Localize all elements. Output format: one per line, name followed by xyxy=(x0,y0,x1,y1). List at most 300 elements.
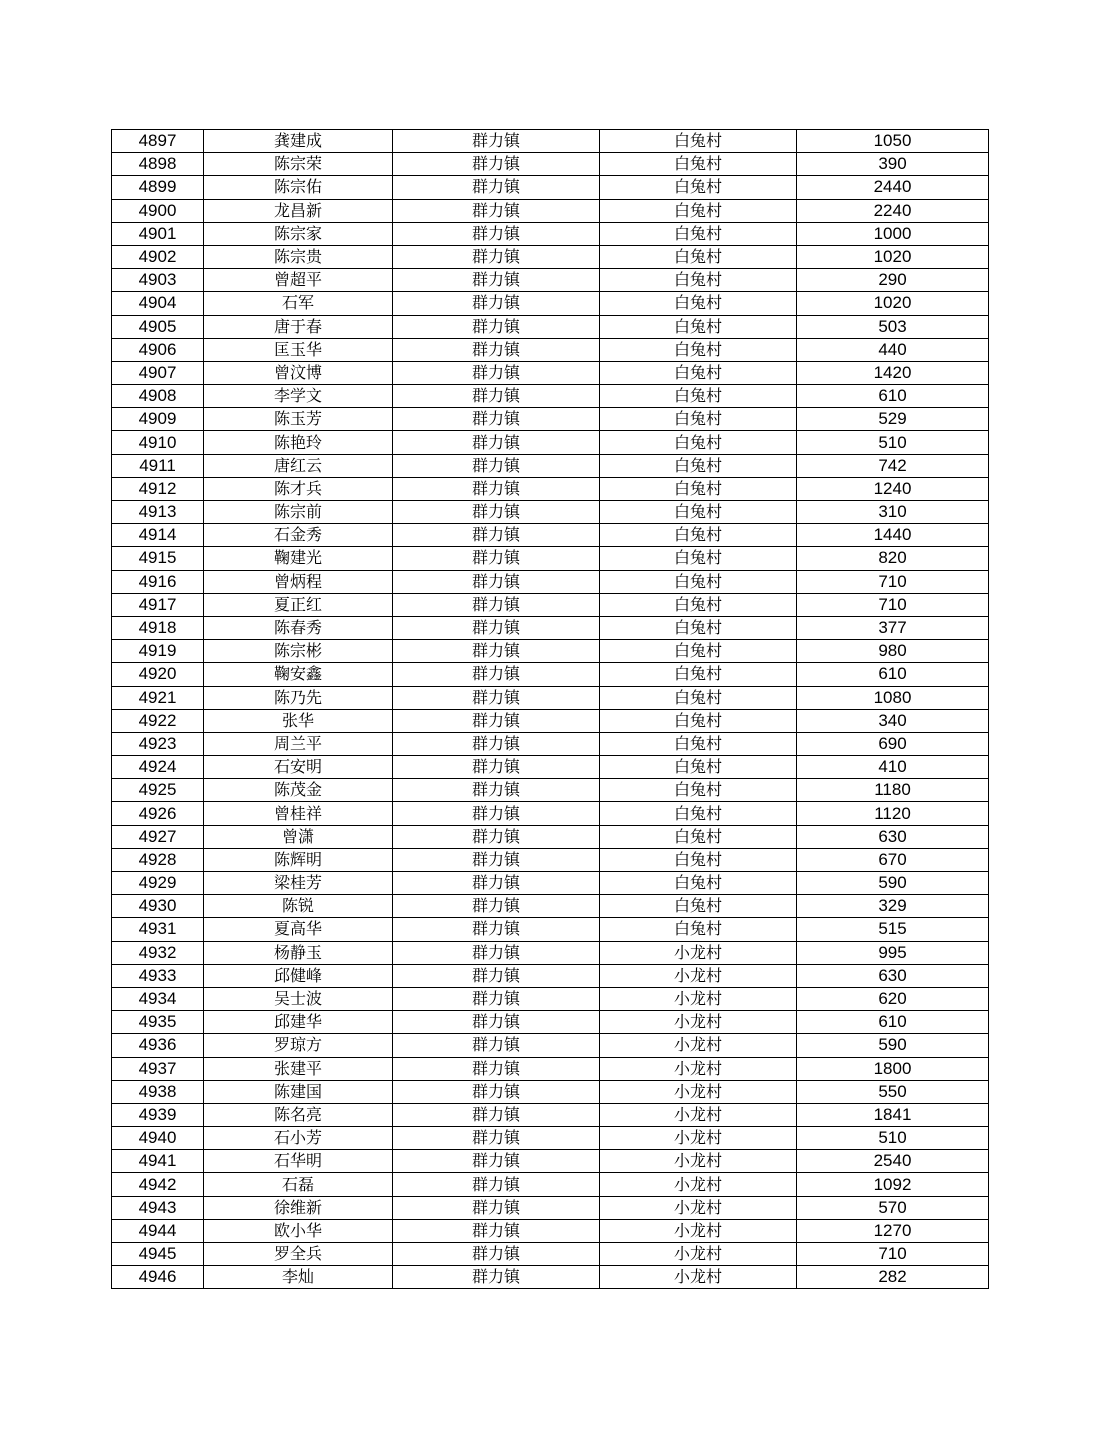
amount-cell: 610 xyxy=(797,1011,989,1034)
name-cell: 张华 xyxy=(204,709,393,732)
town-cell: 群力镇 xyxy=(393,245,600,268)
amount-cell: 742 xyxy=(797,454,989,477)
table-row xyxy=(112,153,989,176)
name-cell: 曾炳程 xyxy=(204,570,393,593)
town-cell: 群力镇 xyxy=(393,709,600,732)
row-number-cell: 4941 xyxy=(112,1150,204,1173)
table-row xyxy=(112,199,989,222)
village-cell: 白兔村 xyxy=(600,709,797,732)
village-cell: 白兔村 xyxy=(600,593,797,616)
name-cell: 石安明 xyxy=(204,756,393,779)
row-number-cell: 4923 xyxy=(112,732,204,755)
village-cell: 白兔村 xyxy=(600,408,797,431)
row-number-cell: 4916 xyxy=(112,570,204,593)
name-cell: 陈宗家 xyxy=(204,222,393,245)
amount-cell: 310 xyxy=(797,501,989,524)
row-number-cell: 4907 xyxy=(112,361,204,384)
table-row xyxy=(112,640,989,663)
table-row xyxy=(112,1127,989,1150)
village-cell: 白兔村 xyxy=(600,848,797,871)
row-number-cell: 4911 xyxy=(112,454,204,477)
amount-cell: 690 xyxy=(797,732,989,755)
name-cell: 曾桂祥 xyxy=(204,802,393,825)
row-number-cell: 4939 xyxy=(112,1103,204,1126)
village-cell: 白兔村 xyxy=(600,269,797,292)
table-row xyxy=(112,361,989,384)
town-cell: 群力镇 xyxy=(393,616,600,639)
row-number-cell: 4900 xyxy=(112,199,204,222)
amount-cell: 710 xyxy=(797,593,989,616)
amount-cell: 2540 xyxy=(797,1150,989,1173)
row-number-cell: 4915 xyxy=(112,547,204,570)
village-cell: 白兔村 xyxy=(600,454,797,477)
row-number-cell: 4913 xyxy=(112,501,204,524)
village-cell: 小龙村 xyxy=(600,1127,797,1150)
row-number-cell: 4920 xyxy=(112,663,204,686)
amount-cell: 440 xyxy=(797,338,989,361)
town-cell: 群力镇 xyxy=(393,1103,600,1126)
amount-cell: 282 xyxy=(797,1266,989,1289)
village-cell: 小龙村 xyxy=(600,1219,797,1242)
amount-cell: 1092 xyxy=(797,1173,989,1196)
table-row xyxy=(112,872,989,895)
village-cell: 小龙村 xyxy=(600,964,797,987)
row-number-cell: 4917 xyxy=(112,593,204,616)
amount-cell: 710 xyxy=(797,570,989,593)
amount-cell: 610 xyxy=(797,663,989,686)
town-cell: 群力镇 xyxy=(393,848,600,871)
name-cell: 陈才兵 xyxy=(204,477,393,500)
row-number-cell: 4924 xyxy=(112,756,204,779)
table-row xyxy=(112,524,989,547)
table-row xyxy=(112,477,989,500)
table-row xyxy=(112,918,989,941)
row-number-cell: 4936 xyxy=(112,1034,204,1057)
name-cell: 陈宗荣 xyxy=(204,153,393,176)
village-cell: 小龙村 xyxy=(600,1057,797,1080)
amount-cell: 630 xyxy=(797,825,989,848)
table-row xyxy=(112,1243,989,1266)
town-cell: 群力镇 xyxy=(393,872,600,895)
village-cell: 白兔村 xyxy=(600,431,797,454)
town-cell: 群力镇 xyxy=(393,176,600,199)
table-row xyxy=(112,709,989,732)
village-cell: 白兔村 xyxy=(600,732,797,755)
town-cell: 群力镇 xyxy=(393,825,600,848)
row-number-cell: 4901 xyxy=(112,222,204,245)
amount-cell: 550 xyxy=(797,1080,989,1103)
town-cell: 群力镇 xyxy=(393,501,600,524)
amount-cell: 610 xyxy=(797,385,989,408)
amount-cell: 620 xyxy=(797,987,989,1010)
town-cell: 群力镇 xyxy=(393,1243,600,1266)
name-cell: 石小芳 xyxy=(204,1127,393,1150)
name-cell: 唐红云 xyxy=(204,454,393,477)
town-cell: 群力镇 xyxy=(393,408,600,431)
table-row xyxy=(112,987,989,1010)
village-cell: 白兔村 xyxy=(600,779,797,802)
name-cell: 曾潇 xyxy=(204,825,393,848)
name-cell: 陈玉芳 xyxy=(204,408,393,431)
town-cell: 群力镇 xyxy=(393,269,600,292)
name-cell: 邱健峰 xyxy=(204,964,393,987)
village-cell: 白兔村 xyxy=(600,199,797,222)
town-cell: 群力镇 xyxy=(393,477,600,500)
town-cell: 群力镇 xyxy=(393,547,600,570)
row-number-cell: 4937 xyxy=(112,1057,204,1080)
row-number-cell: 4899 xyxy=(112,176,204,199)
row-number-cell: 4898 xyxy=(112,153,204,176)
amount-cell: 529 xyxy=(797,408,989,431)
town-cell: 群力镇 xyxy=(393,987,600,1010)
town-cell: 群力镇 xyxy=(393,918,600,941)
table-row xyxy=(112,941,989,964)
amount-cell: 290 xyxy=(797,269,989,292)
village-cell: 小龙村 xyxy=(600,1150,797,1173)
town-cell: 群力镇 xyxy=(393,1150,600,1173)
row-number-cell: 4938 xyxy=(112,1080,204,1103)
town-cell: 群力镇 xyxy=(393,663,600,686)
name-cell: 鞠建光 xyxy=(204,547,393,570)
amount-cell: 503 xyxy=(797,315,989,338)
amount-cell: 340 xyxy=(797,709,989,732)
name-cell: 夏正红 xyxy=(204,593,393,616)
village-cell: 白兔村 xyxy=(600,918,797,941)
amount-cell: 1020 xyxy=(797,292,989,315)
name-cell: 罗全兵 xyxy=(204,1243,393,1266)
town-cell: 群力镇 xyxy=(393,570,600,593)
name-cell: 龚建成 xyxy=(204,130,393,153)
village-cell: 白兔村 xyxy=(600,338,797,361)
table-row xyxy=(112,964,989,987)
village-cell: 白兔村 xyxy=(600,130,797,153)
table-row xyxy=(112,1150,989,1173)
row-number-cell: 4928 xyxy=(112,848,204,871)
amount-cell: 995 xyxy=(797,941,989,964)
row-number-cell: 4905 xyxy=(112,315,204,338)
village-cell: 小龙村 xyxy=(600,1243,797,1266)
village-cell: 小龙村 xyxy=(600,941,797,964)
town-cell: 群力镇 xyxy=(393,1011,600,1034)
amount-cell: 1240 xyxy=(797,477,989,500)
name-cell: 石金秀 xyxy=(204,524,393,547)
town-cell: 群力镇 xyxy=(393,130,600,153)
row-number-cell: 4910 xyxy=(112,431,204,454)
name-cell: 陈建国 xyxy=(204,1080,393,1103)
name-cell: 陈春秀 xyxy=(204,616,393,639)
table-row xyxy=(112,222,989,245)
village-cell: 小龙村 xyxy=(600,1011,797,1034)
table-row xyxy=(112,454,989,477)
table-row xyxy=(112,732,989,755)
row-number-cell: 4935 xyxy=(112,1011,204,1034)
town-cell: 群力镇 xyxy=(393,153,600,176)
amount-cell: 1000 xyxy=(797,222,989,245)
village-cell: 小龙村 xyxy=(600,1173,797,1196)
town-cell: 群力镇 xyxy=(393,593,600,616)
village-cell: 白兔村 xyxy=(600,895,797,918)
data-table xyxy=(111,129,989,1289)
village-cell: 白兔村 xyxy=(600,385,797,408)
row-number-cell: 4934 xyxy=(112,987,204,1010)
amount-cell: 590 xyxy=(797,1034,989,1057)
town-cell: 群力镇 xyxy=(393,524,600,547)
table-row xyxy=(112,501,989,524)
village-cell: 白兔村 xyxy=(600,686,797,709)
name-cell: 陈宗佑 xyxy=(204,176,393,199)
amount-cell: 590 xyxy=(797,872,989,895)
row-number-cell: 4945 xyxy=(112,1243,204,1266)
table-row xyxy=(112,315,989,338)
village-cell: 白兔村 xyxy=(600,802,797,825)
table-row xyxy=(112,663,989,686)
row-number-cell: 4918 xyxy=(112,616,204,639)
town-cell: 群力镇 xyxy=(393,315,600,338)
row-number-cell: 4926 xyxy=(112,802,204,825)
name-cell: 徐维新 xyxy=(204,1196,393,1219)
name-cell: 曾汶博 xyxy=(204,361,393,384)
name-cell: 吴士波 xyxy=(204,987,393,1010)
name-cell: 石磊 xyxy=(204,1173,393,1196)
row-number-cell: 4929 xyxy=(112,872,204,895)
village-cell: 白兔村 xyxy=(600,570,797,593)
name-cell: 石华明 xyxy=(204,1150,393,1173)
name-cell: 梁桂芳 xyxy=(204,872,393,895)
table-row xyxy=(112,269,989,292)
name-cell: 李灿 xyxy=(204,1266,393,1289)
village-cell: 小龙村 xyxy=(600,1080,797,1103)
village-cell: 白兔村 xyxy=(600,153,797,176)
town-cell: 群力镇 xyxy=(393,338,600,361)
amount-cell: 1420 xyxy=(797,361,989,384)
table-row xyxy=(112,802,989,825)
name-cell: 鞠安鑫 xyxy=(204,663,393,686)
amount-cell: 710 xyxy=(797,1243,989,1266)
table-row xyxy=(112,825,989,848)
amount-cell: 515 xyxy=(797,918,989,941)
town-cell: 群力镇 xyxy=(393,199,600,222)
table-row xyxy=(112,338,989,361)
name-cell: 陈茂金 xyxy=(204,779,393,802)
table-row xyxy=(112,779,989,802)
town-cell: 群力镇 xyxy=(393,941,600,964)
amount-cell: 329 xyxy=(797,895,989,918)
amount-cell: 1440 xyxy=(797,524,989,547)
amount-cell: 1080 xyxy=(797,686,989,709)
table-row xyxy=(112,1173,989,1196)
village-cell: 白兔村 xyxy=(600,872,797,895)
amount-cell: 410 xyxy=(797,756,989,779)
name-cell: 李学文 xyxy=(204,385,393,408)
village-cell: 白兔村 xyxy=(600,361,797,384)
town-cell: 群力镇 xyxy=(393,454,600,477)
table-row xyxy=(112,1057,989,1080)
village-cell: 白兔村 xyxy=(600,756,797,779)
town-cell: 群力镇 xyxy=(393,385,600,408)
row-number-cell: 4927 xyxy=(112,825,204,848)
table-row xyxy=(112,1011,989,1034)
town-cell: 群力镇 xyxy=(393,756,600,779)
town-cell: 群力镇 xyxy=(393,640,600,663)
amount-cell: 390 xyxy=(797,153,989,176)
table-row xyxy=(112,292,989,315)
town-cell: 群力镇 xyxy=(393,1173,600,1196)
row-number-cell: 4942 xyxy=(112,1173,204,1196)
name-cell: 陈艳玲 xyxy=(204,431,393,454)
town-cell: 群力镇 xyxy=(393,222,600,245)
amount-cell: 1120 xyxy=(797,802,989,825)
name-cell: 杨静玉 xyxy=(204,941,393,964)
table-row xyxy=(112,1219,989,1242)
village-cell: 白兔村 xyxy=(600,663,797,686)
row-number-cell: 4922 xyxy=(112,709,204,732)
amount-cell: 1020 xyxy=(797,245,989,268)
village-cell: 小龙村 xyxy=(600,987,797,1010)
village-cell: 白兔村 xyxy=(600,292,797,315)
row-number-cell: 4943 xyxy=(112,1196,204,1219)
row-number-cell: 4902 xyxy=(112,245,204,268)
amount-cell: 980 xyxy=(797,640,989,663)
town-cell: 群力镇 xyxy=(393,1057,600,1080)
row-number-cell: 4944 xyxy=(112,1219,204,1242)
name-cell: 陈锐 xyxy=(204,895,393,918)
village-cell: 白兔村 xyxy=(600,176,797,199)
table-row xyxy=(112,245,989,268)
table-row xyxy=(112,686,989,709)
town-cell: 群力镇 xyxy=(393,1219,600,1242)
amount-cell: 510 xyxy=(797,431,989,454)
village-cell: 白兔村 xyxy=(600,477,797,500)
name-cell: 唐于春 xyxy=(204,315,393,338)
row-number-cell: 4897 xyxy=(112,130,204,153)
village-cell: 白兔村 xyxy=(600,245,797,268)
name-cell: 夏高华 xyxy=(204,918,393,941)
table-row xyxy=(112,895,989,918)
table-row xyxy=(112,616,989,639)
village-cell: 小龙村 xyxy=(600,1196,797,1219)
row-number-cell: 4912 xyxy=(112,477,204,500)
table-row xyxy=(112,1034,989,1057)
amount-cell: 670 xyxy=(797,848,989,871)
name-cell: 石军 xyxy=(204,292,393,315)
town-cell: 群力镇 xyxy=(393,779,600,802)
village-cell: 白兔村 xyxy=(600,315,797,338)
town-cell: 群力镇 xyxy=(393,431,600,454)
name-cell: 周兰平 xyxy=(204,732,393,755)
town-cell: 群力镇 xyxy=(393,732,600,755)
amount-cell: 377 xyxy=(797,616,989,639)
row-number-cell: 4933 xyxy=(112,964,204,987)
amount-cell: 510 xyxy=(797,1127,989,1150)
village-cell: 小龙村 xyxy=(600,1034,797,1057)
row-number-cell: 4904 xyxy=(112,292,204,315)
amount-cell: 1270 xyxy=(797,1219,989,1242)
row-number-cell: 4940 xyxy=(112,1127,204,1150)
name-cell: 陈名亮 xyxy=(204,1103,393,1126)
name-cell: 陈宗彬 xyxy=(204,640,393,663)
name-cell: 陈辉明 xyxy=(204,848,393,871)
name-cell: 张建平 xyxy=(204,1057,393,1080)
table-body xyxy=(112,130,989,1289)
amount-cell: 1050 xyxy=(797,130,989,153)
village-cell: 白兔村 xyxy=(600,222,797,245)
table-row xyxy=(112,431,989,454)
name-cell: 曾超平 xyxy=(204,269,393,292)
town-cell: 群力镇 xyxy=(393,686,600,709)
name-cell: 陈宗贵 xyxy=(204,245,393,268)
row-number-cell: 4946 xyxy=(112,1266,204,1289)
table-row xyxy=(112,1080,989,1103)
amount-cell: 1180 xyxy=(797,779,989,802)
amount-cell: 570 xyxy=(797,1196,989,1219)
town-cell: 群力镇 xyxy=(393,1266,600,1289)
row-number-cell: 4906 xyxy=(112,338,204,361)
town-cell: 群力镇 xyxy=(393,895,600,918)
village-cell: 白兔村 xyxy=(600,501,797,524)
town-cell: 群力镇 xyxy=(393,292,600,315)
town-cell: 群力镇 xyxy=(393,1034,600,1057)
village-cell: 小龙村 xyxy=(600,1103,797,1126)
amount-cell: 630 xyxy=(797,964,989,987)
table-row xyxy=(112,385,989,408)
table-row xyxy=(112,547,989,570)
row-number-cell: 4930 xyxy=(112,895,204,918)
row-number-cell: 4909 xyxy=(112,408,204,431)
table-row xyxy=(112,570,989,593)
row-number-cell: 4932 xyxy=(112,941,204,964)
town-cell: 群力镇 xyxy=(393,1080,600,1103)
table-row xyxy=(112,593,989,616)
row-number-cell: 4925 xyxy=(112,779,204,802)
table-row xyxy=(112,408,989,431)
name-cell: 邱建华 xyxy=(204,1011,393,1034)
table-row xyxy=(112,1196,989,1219)
row-number-cell: 4931 xyxy=(112,918,204,941)
town-cell: 群力镇 xyxy=(393,1127,600,1150)
amount-cell: 1841 xyxy=(797,1103,989,1126)
amount-cell: 820 xyxy=(797,547,989,570)
table-row xyxy=(112,1103,989,1126)
village-cell: 白兔村 xyxy=(600,547,797,570)
amount-cell: 2240 xyxy=(797,199,989,222)
amount-cell: 1800 xyxy=(797,1057,989,1080)
town-cell: 群力镇 xyxy=(393,361,600,384)
table-row xyxy=(112,1266,989,1289)
table-row xyxy=(112,176,989,199)
town-cell: 群力镇 xyxy=(393,802,600,825)
name-cell: 欧小华 xyxy=(204,1219,393,1242)
row-number-cell: 4903 xyxy=(112,269,204,292)
town-cell: 群力镇 xyxy=(393,964,600,987)
village-cell: 白兔村 xyxy=(600,524,797,547)
row-number-cell: 4919 xyxy=(112,640,204,663)
name-cell: 罗琼方 xyxy=(204,1034,393,1057)
village-cell: 白兔村 xyxy=(600,616,797,639)
amount-cell: 2440 xyxy=(797,176,989,199)
table-row xyxy=(112,848,989,871)
table-row xyxy=(112,756,989,779)
village-cell: 白兔村 xyxy=(600,825,797,848)
row-number-cell: 4921 xyxy=(112,686,204,709)
village-cell: 白兔村 xyxy=(600,640,797,663)
name-cell: 陈乃先 xyxy=(204,686,393,709)
town-cell: 群力镇 xyxy=(393,1196,600,1219)
village-cell: 小龙村 xyxy=(600,1266,797,1289)
name-cell: 龙昌新 xyxy=(204,199,393,222)
row-number-cell: 4914 xyxy=(112,524,204,547)
name-cell: 匡玉华 xyxy=(204,338,393,361)
table-row xyxy=(112,130,989,153)
